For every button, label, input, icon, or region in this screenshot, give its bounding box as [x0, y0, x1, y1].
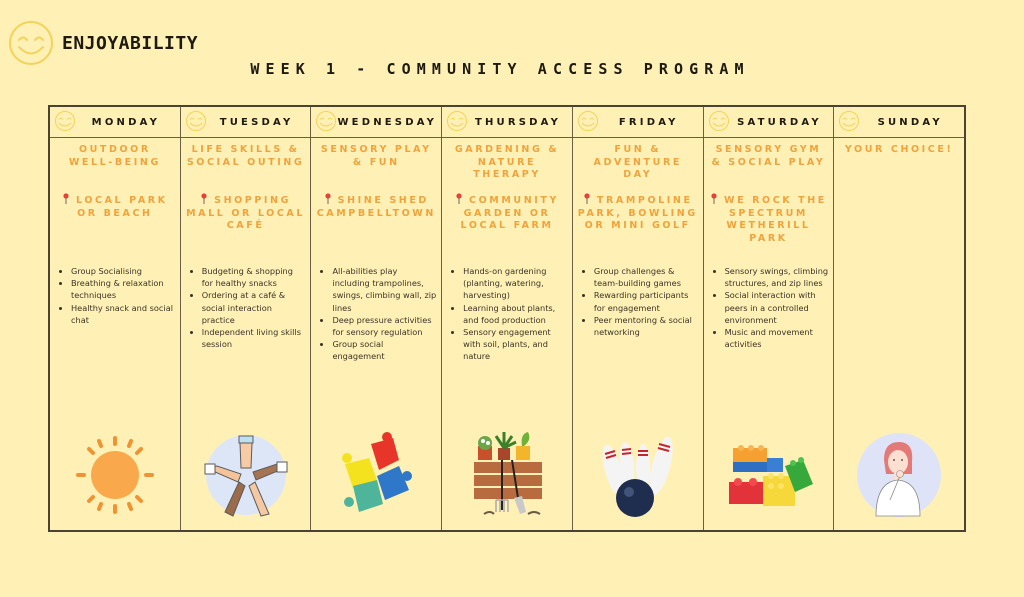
building-blocks-icon [723, 430, 813, 520]
smiley-face-icon [577, 110, 599, 132]
list-item: • Music and movement activities [725, 326, 830, 350]
day-name: TUESDAY [219, 116, 294, 128]
day-header [50, 107, 180, 138]
day-column-wednesday [311, 107, 442, 530]
day-header [181, 107, 311, 138]
list-item: • Hands-on gardening (planting, watering, harvesting) [463, 265, 568, 302]
sun-icon [70, 430, 160, 520]
day-column-friday [573, 107, 704, 530]
list-item: • Sensory engagement with soil, plants, and nature [463, 326, 568, 363]
day-name: FRIDAY [618, 116, 679, 128]
day-header [573, 107, 703, 138]
day-name: MONDAY [91, 116, 161, 128]
location [315, 193, 437, 220]
activity-list [319, 265, 437, 363]
day-body [311, 138, 441, 530]
location [446, 193, 568, 233]
list-item: • Group social engagement [332, 338, 437, 362]
day-name: WEDNESDAY [337, 116, 438, 128]
map-pin-icon [583, 193, 591, 204]
list-item: • All-abilities play including trampolines, swings, climbing wall, zip lines [332, 265, 437, 314]
location-text: COMMUNITY GARDEN OR LOCAL FARM [460, 195, 559, 231]
activity-title: FUN & ADVENTURE DAY [593, 144, 682, 180]
location-text: TRAMPOLINE PARK, BOWLING OR MINI GOLF [577, 195, 698, 231]
activity-list [450, 265, 568, 363]
day-header [834, 107, 964, 138]
day-body [834, 138, 964, 530]
activity-title: OUTDOOR WELL-BEING [68, 144, 161, 168]
activity-list [58, 265, 176, 326]
day-body [573, 138, 703, 530]
list-item: • Learning about plants, and food production [463, 302, 568, 326]
list-item: • Ordering at a café & social interaction practice [202, 289, 307, 326]
map-pin-icon [200, 193, 208, 204]
smiley-face-icon [838, 110, 860, 132]
day-body [50, 138, 180, 530]
smiley-face-icon [185, 110, 207, 132]
list-item: • Budgeting & shopping for healthy snacks [202, 265, 307, 289]
map-pin-icon [62, 193, 70, 204]
activity-title: LIFE SKILLS & SOCIAL OUTING [186, 144, 305, 168]
day-header [442, 107, 572, 138]
location-text: LOCAL PARK OR BEACH [76, 195, 168, 219]
location [54, 193, 176, 220]
list-item: • Rewarding participants for engagement [594, 289, 699, 313]
day-column-monday [50, 107, 181, 530]
activity-title: SENSORY PLAY & FUN [320, 144, 432, 168]
map-pin-icon [710, 193, 718, 204]
activity-list [581, 265, 699, 338]
day-column-sunday [834, 107, 964, 530]
thinking-person-icon [854, 430, 944, 520]
day-name: SUNDAY [877, 116, 943, 128]
page-title: WEEK 1 - COMMUNITY ACCESS PROGRAM [250, 60, 750, 78]
day-body [181, 138, 311, 530]
activity-title: YOUR CHOICE! [844, 144, 954, 155]
location-text: SHOPPING MALL OR LOCAL CAFÉ [186, 195, 306, 231]
location-text: SHINE SHED CAMPBELLTOWN [316, 195, 436, 219]
activity-list [712, 265, 830, 350]
day-name: SATURDAY [737, 116, 822, 128]
list-item: • Group Socialising [71, 265, 176, 277]
map-pin-icon [324, 193, 332, 204]
location [708, 193, 830, 245]
brand-name: ENJOYABILITY [62, 32, 199, 54]
location [577, 193, 699, 233]
location [185, 193, 307, 233]
list-item: • Healthy snack and social chat [71, 302, 176, 326]
day-column-saturday [704, 107, 835, 530]
list-item: • Social interaction with peers in a controlled environment [725, 289, 830, 326]
list-item: • Breathing & relaxation techniques [71, 277, 176, 301]
activity-title: SENSORY GYM & SOCIAL PLAY [711, 144, 826, 168]
puzzle-pieces-icon [331, 430, 421, 520]
day-header [704, 107, 834, 138]
list-item: • Group challenges & team-building games [594, 265, 699, 289]
fist-bump-icon [201, 430, 291, 520]
day-header [311, 107, 441, 138]
day-body [704, 138, 834, 530]
list-item: • Peer mentoring & social networking [594, 314, 699, 338]
smiley-face-icon [446, 110, 468, 132]
activity-list [189, 265, 307, 350]
activity-title: GARDENING & NATURE THERAPY [454, 144, 560, 180]
list-item: • Independent living skills session [202, 326, 307, 350]
smiley-face-icon [708, 110, 730, 132]
garden-planter-icon [462, 430, 552, 520]
day-body [442, 138, 572, 530]
list-item: • Sensory swings, climbing structures, and zip lines [725, 265, 830, 289]
smiley-face-icon [315, 110, 337, 132]
list-item: • Deep pressure activities for sensory regulation [332, 314, 437, 338]
smiley-face-icon [54, 110, 76, 132]
weekly-schedule [48, 105, 966, 532]
location-text: WE ROCK THE SPECTRUM WETHERILL PARK [724, 195, 827, 244]
day-name: THURSDAY [474, 116, 562, 128]
bowling-icon [593, 430, 683, 520]
day-column-thursday [442, 107, 573, 530]
day-column-tuesday [181, 107, 312, 530]
map-pin-icon [455, 193, 463, 204]
